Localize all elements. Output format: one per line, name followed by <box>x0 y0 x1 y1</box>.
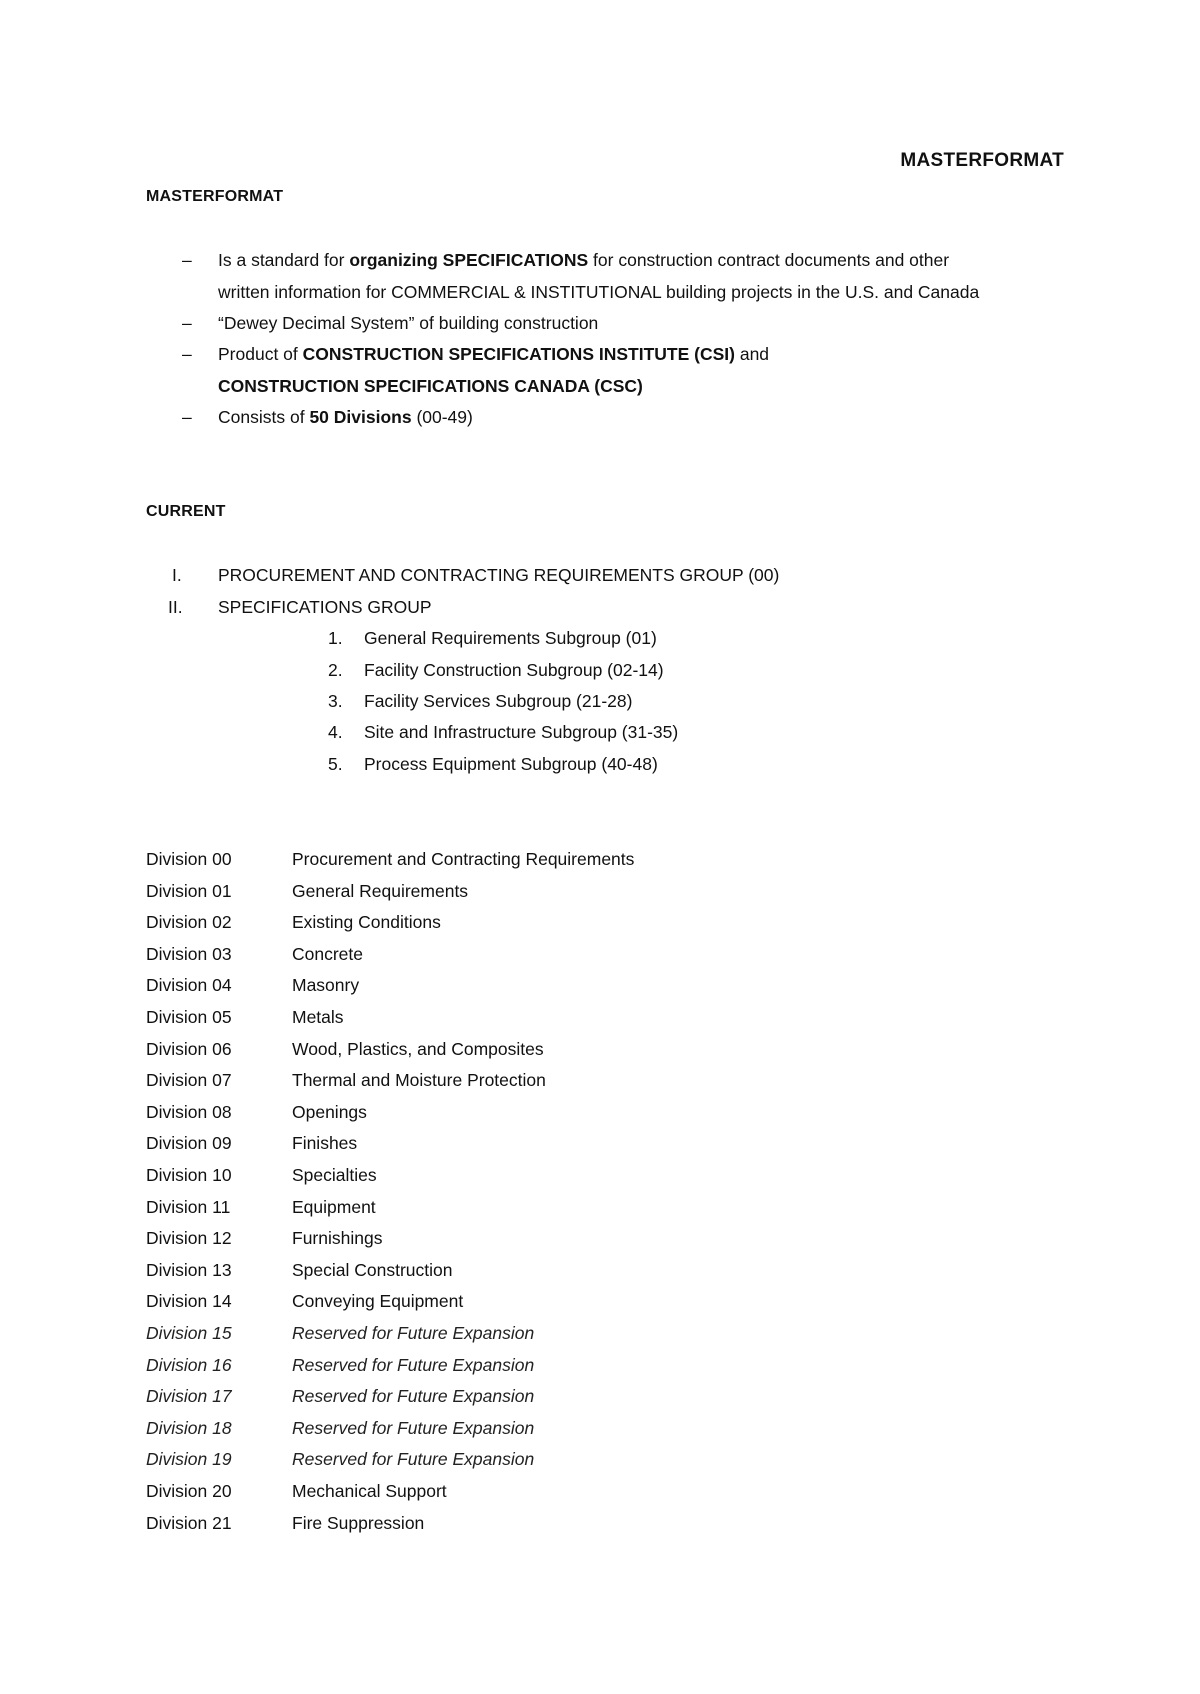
bullet-product-of-continued: CONSTRUCTION SPECIFICATIONS CANADA (CSC) <box>218 376 643 396</box>
division-code: Division 16 <box>146 1355 232 1375</box>
subgroup-item: Process Equipment Subgroup (40-48) <box>364 754 658 774</box>
division-code: Division 03 <box>146 944 232 964</box>
division-code: Division 13 <box>146 1260 232 1280</box>
division-name: Equipment <box>292 1197 376 1217</box>
subgroup-item: Facility Services Subgroup (21-28) <box>364 691 633 711</box>
division-code: Division 17 <box>146 1386 232 1406</box>
division-code: Division 08 <box>146 1102 232 1122</box>
bullet-divisions: Consists of 50 Divisions (00-49) <box>218 407 473 427</box>
division-code: Division 07 <box>146 1070 232 1090</box>
bullet-dash: – <box>182 313 192 333</box>
bullet-dash: – <box>182 344 192 364</box>
division-name: Specialties <box>292 1165 377 1185</box>
division-code: Division 01 <box>146 881 232 901</box>
group-numeral: II. <box>168 597 183 617</box>
division-name: Openings <box>292 1102 367 1122</box>
division-code: Division 04 <box>146 975 232 995</box>
group-specifications: SPECIFICATIONS GROUP <box>218 597 432 617</box>
bullet-dewey: “Dewey Decimal System” of building construction <box>218 313 599 333</box>
division-name: Conveying Equipment <box>292 1291 464 1311</box>
subgroup-item: General Requirements Subgroup (01) <box>364 628 657 648</box>
division-name: Procurement and Contracting Requirements <box>292 849 635 869</box>
division-code: Division 15 <box>146 1323 232 1343</box>
bullet-standard: Is a standard for organizing SPECIFICATIONS for construction contract documents and other <box>218 250 950 270</box>
bullet-product-of: Product of CONSTRUCTION SPECIFICATIONS INSTITUTE (CSI) and <box>218 344 770 364</box>
group-numeral: I. <box>172 565 182 585</box>
division-code: Division 10 <box>146 1165 232 1185</box>
division-code: Division 09 <box>146 1133 232 1153</box>
division-name: Fire Suppression <box>292 1513 425 1533</box>
subgroup-number: 3. <box>328 691 343 711</box>
bullet-dash: – <box>182 250 192 270</box>
division-code: Division 11 <box>146 1197 231 1217</box>
subgroup-item: Site and Infrastructure Subgroup (31-35) <box>364 722 679 742</box>
division-name: Special Construction <box>292 1260 453 1280</box>
division-code: Division 21 <box>146 1513 232 1533</box>
division-code: Division 18 <box>146 1418 232 1438</box>
subgroup-number: 5. <box>328 754 343 774</box>
division-code: Division 02 <box>146 912 232 932</box>
subgroup-item: Facility Construction Subgroup (02-14) <box>364 660 664 680</box>
subgroup-number: 4. <box>328 722 343 742</box>
division-code: Division 00 <box>146 849 232 869</box>
division-name: Reserved for Future Expansion <box>292 1449 535 1469</box>
division-name: Concrete <box>292 944 364 964</box>
division-name: Wood, Plastics, and Composites <box>292 1039 544 1059</box>
current-heading: CURRENT <box>146 503 226 520</box>
division-name: Metals <box>292 1007 344 1027</box>
division-name: Masonry <box>292 975 360 995</box>
division-name: Finishes <box>292 1133 358 1153</box>
division-name: Reserved for Future Expansion <box>292 1418 535 1438</box>
intro-heading: MASTERFORMAT <box>146 188 284 205</box>
division-name: Reserved for Future Expansion <box>292 1386 535 1406</box>
division-name: General Requirements <box>292 881 469 901</box>
division-name: Existing Conditions <box>292 912 441 932</box>
division-name: Reserved for Future Expansion <box>292 1323 535 1343</box>
division-name: Reserved for Future Expansion <box>292 1355 535 1375</box>
bullet-standard-continued: written information for COMMERCIAL & INSTITUTIONAL building projects in the U.S. and Canada <box>218 282 980 302</box>
division-code: Division 14 <box>146 1291 232 1311</box>
subgroup-number: 2. <box>328 660 343 680</box>
division-code: Division 12 <box>146 1228 232 1248</box>
division-name: Thermal and Moisture Protection <box>292 1070 546 1090</box>
subgroup-number: 1. <box>328 628 343 648</box>
division-code: Division 19 <box>146 1449 232 1469</box>
bullet-dash: – <box>182 407 192 427</box>
division-name: Mechanical Support <box>292 1481 447 1501</box>
division-name: Furnishings <box>292 1228 383 1248</box>
division-code: Division 05 <box>146 1007 232 1027</box>
division-code: Division 20 <box>146 1481 232 1501</box>
division-code: Division 06 <box>146 1039 232 1059</box>
group-procurement: PROCUREMENT AND CONTRACTING REQUIREMENTS GROUP (00) <box>218 565 780 585</box>
page-title: MASTERFORMAT <box>900 150 1064 171</box>
